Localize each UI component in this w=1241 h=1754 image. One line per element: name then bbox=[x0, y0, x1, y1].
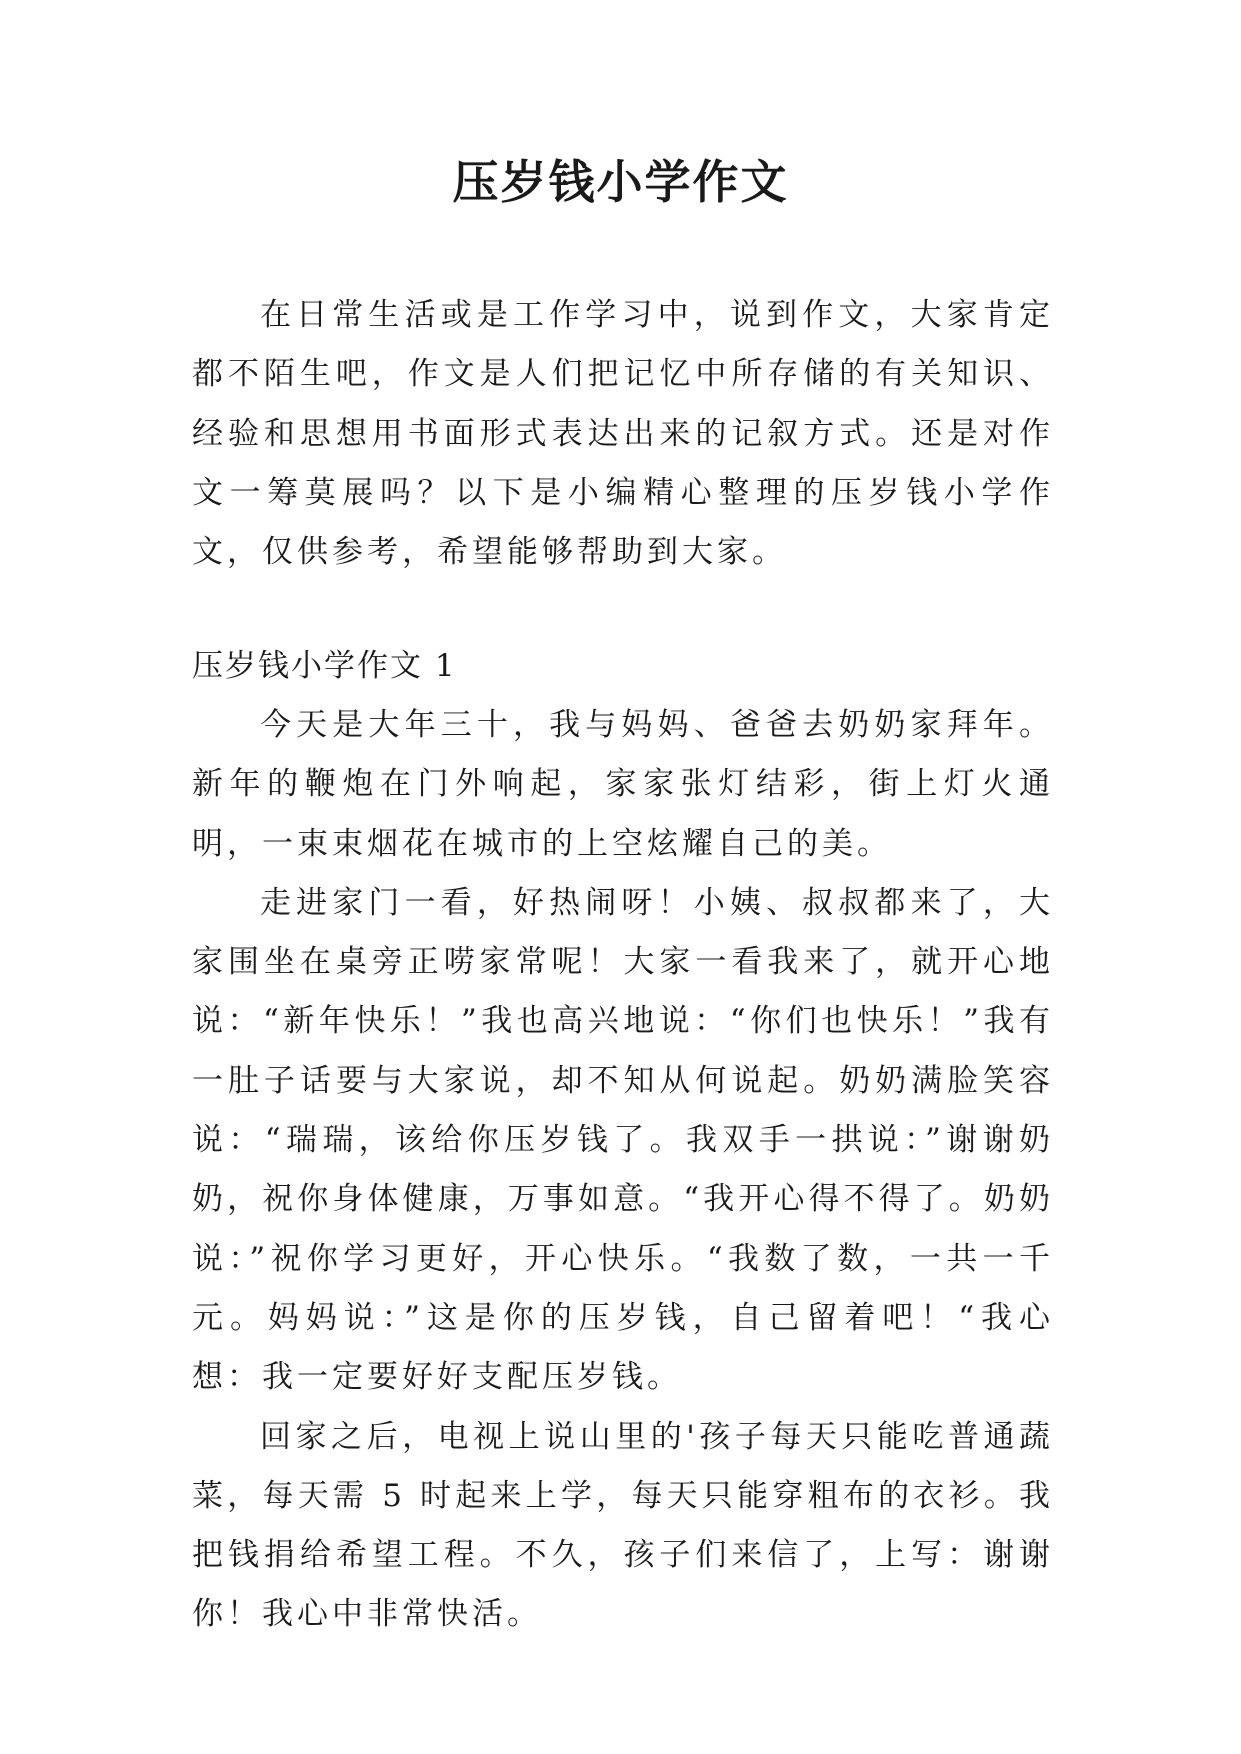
essay-content bbox=[192, 696, 1054, 1645]
essay-paragraph: 今天是大年三十，我与妈妈、爸爸去奶奶家拜年。新年的鞭炮在门外响起，家家张灯结彩，街上灯火通明，一束束烟花在城市的上空炫耀自己的美。 bbox=[192, 707, 1054, 862]
section-heading: 压岁钱小学作文 1 bbox=[192, 648, 457, 684]
essay-paragraph: 走进家门一看，好热闹呀！小姨、叔叔都来了，大家围坐在桌旁正唠家常呢！大家一看我来了，就开心地说：“新年快乐！”我也高兴地说：“你们也快乐！”我有一肚子话要与大家说，却不知从何说起。奶奶满脸笑容说：“瑞瑞，该给你压岁钱了。我双手一拱说：”谢谢奶奶，祝你身体健康，万事如意。“我开心得不得了。奶奶说：”祝你学习更好，开心快乐。“我数了数，一共一千元。妈妈说：”这是你的压岁钱，自己留着吧！“我心想：我一定要好好支配压岁钱。 bbox=[192, 884, 1054, 1396]
essay-paragraph: 回家之后，电视上说山里的'孩子每天只能吃普通蔬菜，每天需 5 时起来上学，每天只能穿粗布的衣衫。我把钱捐给希望工程。不久，孩子们来信了，上写：谢谢你！我心中非常快活。 bbox=[192, 1418, 1054, 1633]
document-title: 压岁钱小学作文 bbox=[452, 155, 789, 209]
intro-paragraph: 在日常生活或是工作学习中，说到作文，大家肯定都不陌生吧，作文是人们把记忆中所存储的有关知识、经验和思想用书面形式表达出来的记叙方式。还是对作文一筹莫展吗？以下是小编精心整理的压岁钱小学作文，仅供参考，希望能够帮助到大家。 bbox=[192, 297, 1054, 571]
